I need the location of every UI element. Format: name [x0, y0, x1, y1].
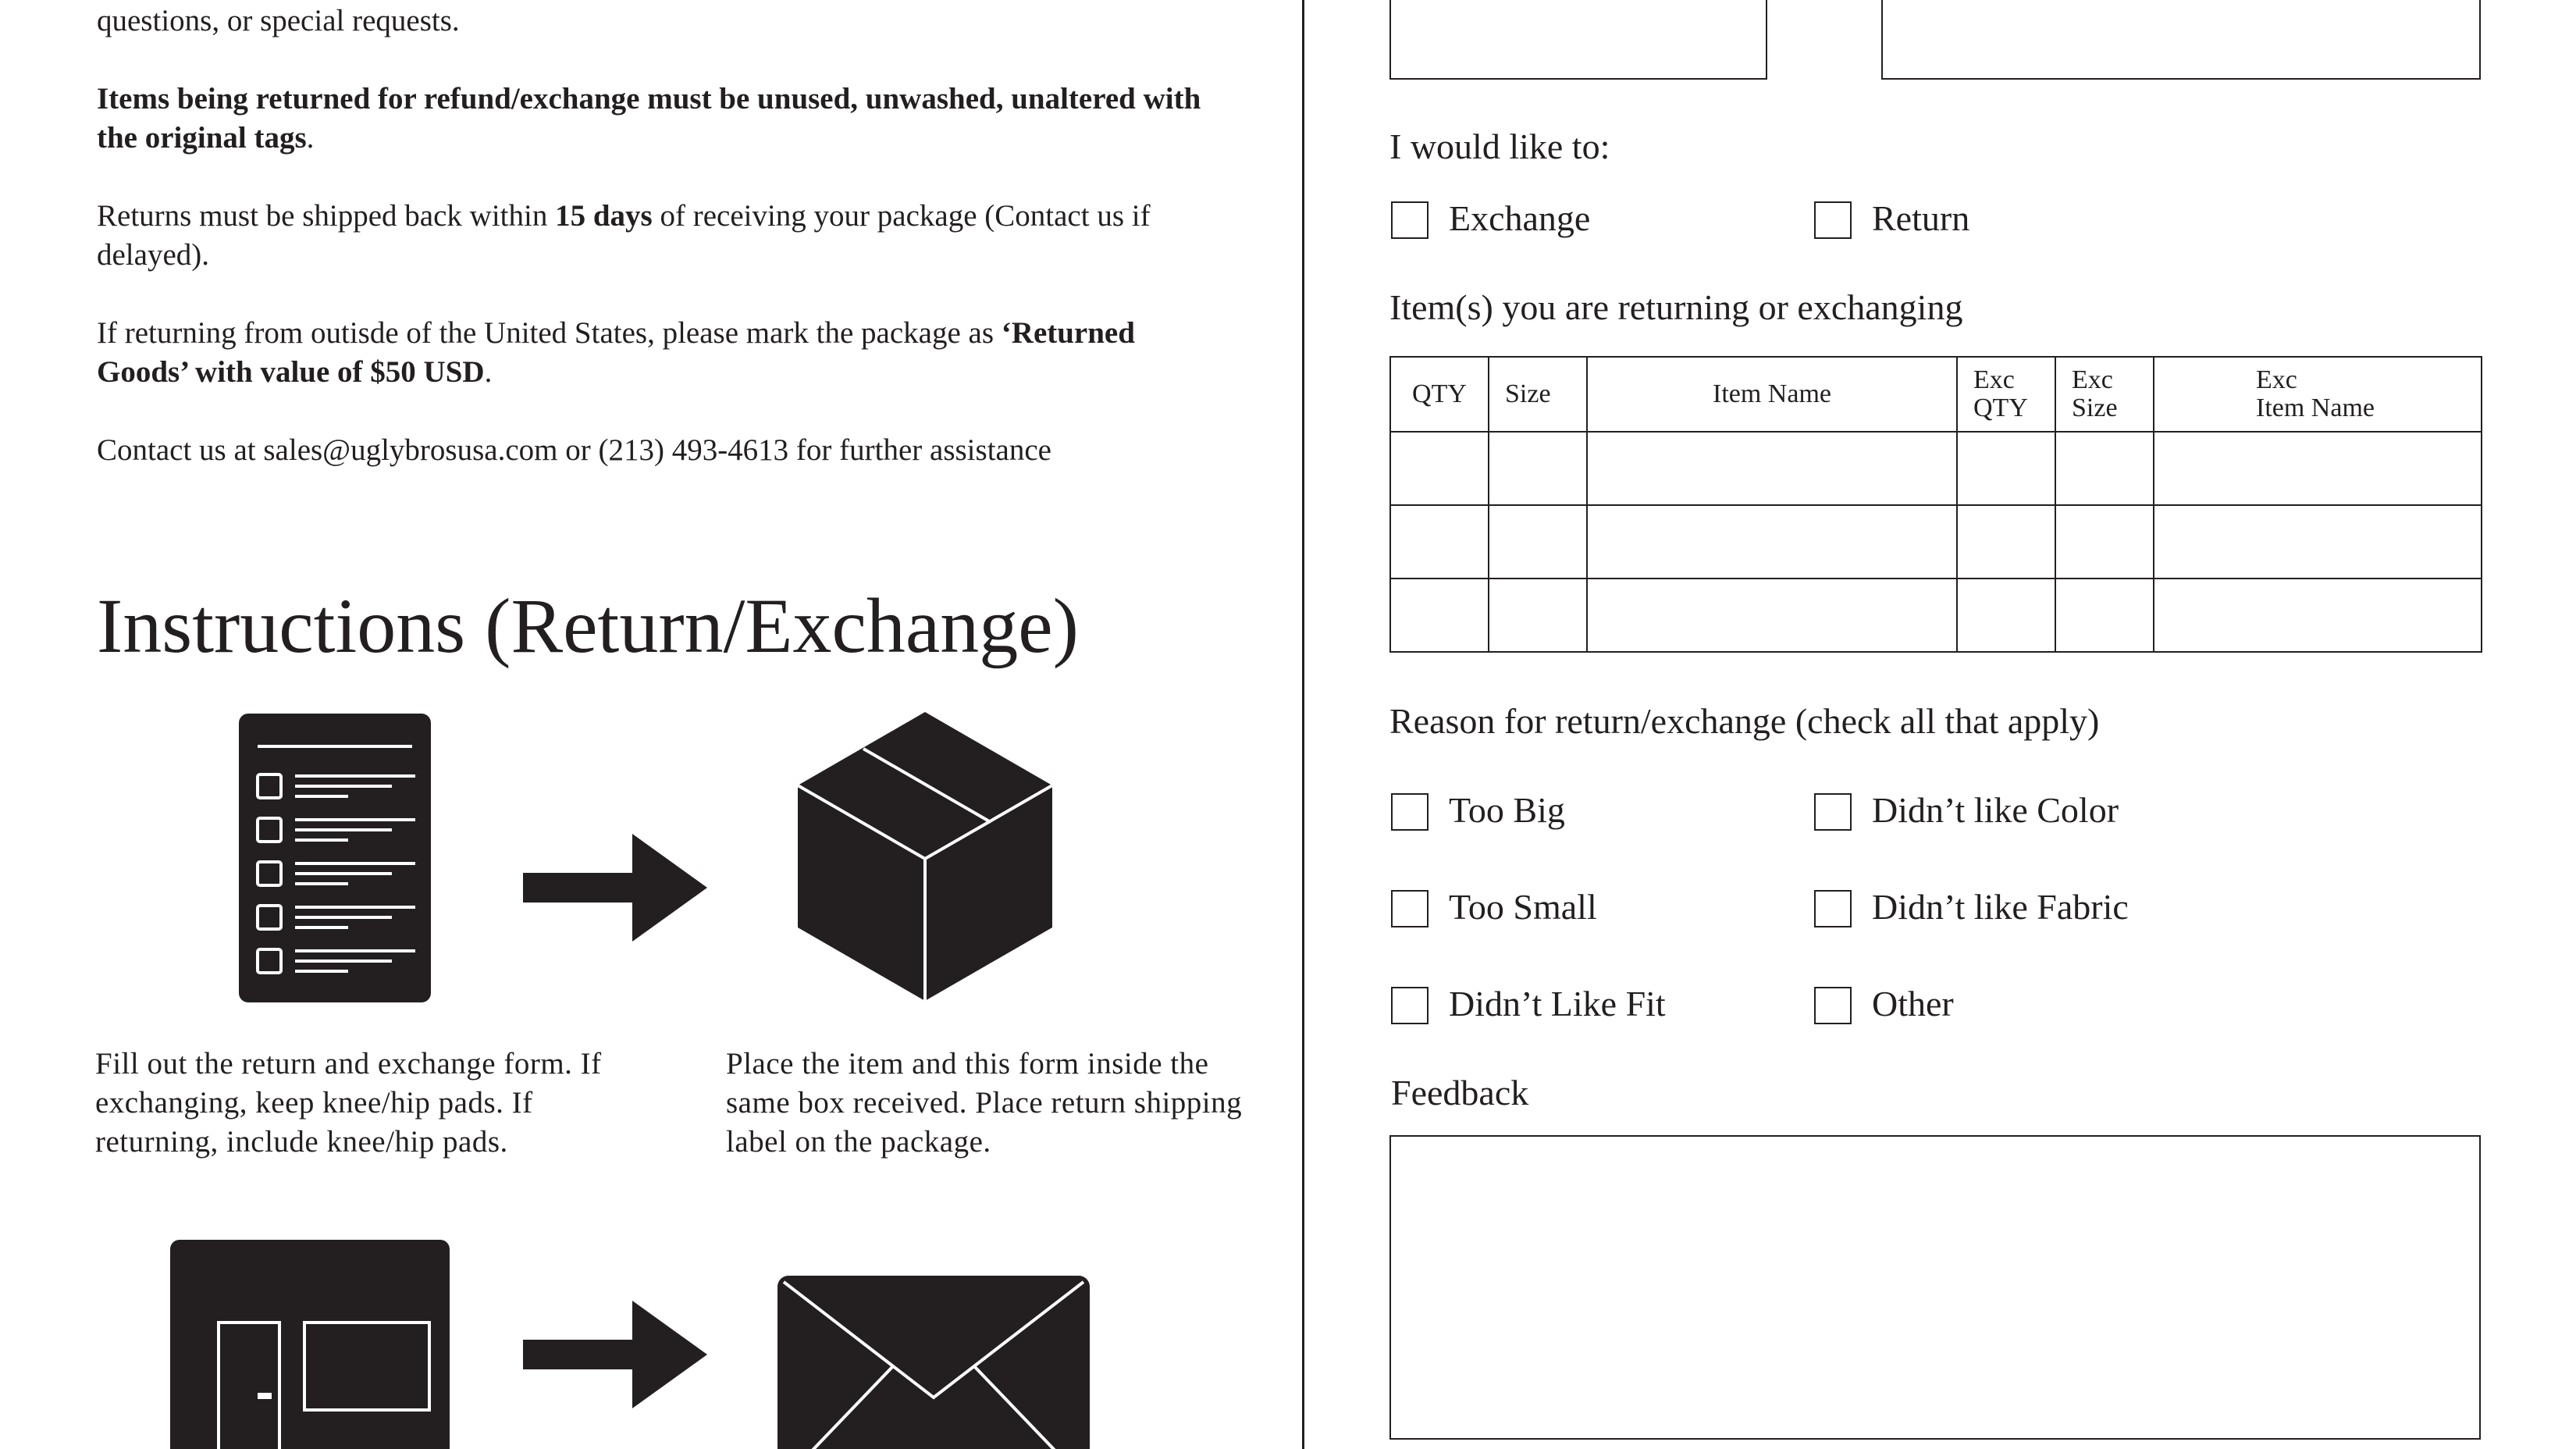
arrow-right-icon [523, 1301, 707, 1408]
cell-exc-qty[interactable] [1957, 505, 2055, 579]
form-field-box-1[interactable] [1389, 0, 1767, 80]
other-label: Other [1872, 984, 1954, 1024]
other-checkbox[interactable] [1814, 987, 1852, 1024]
instructions-title: Instructions (Return/Exchange) [97, 582, 1079, 669]
cell-exc-item-name[interactable] [2154, 432, 2482, 505]
cell-exc-size[interactable] [2055, 432, 2154, 505]
didnt-like-fabric-label: Didn’t like Fabric [1872, 887, 2129, 927]
checklist-form-icon [239, 714, 431, 1002]
too-big-label: Too Big [1449, 790, 1565, 830]
cell-qty[interactable] [1390, 579, 1489, 652]
didnt-like-fabric-checkbox[interactable] [1814, 890, 1852, 927]
table-row [1390, 505, 2482, 579]
cell-exc-qty[interactable] [1957, 432, 2055, 505]
table-row [1390, 432, 2482, 505]
reason-label: Reason for return/exchange (check all that apply) [1389, 701, 2100, 741]
header-exc-size: Exc Size [2055, 357, 2154, 432]
cell-item-name[interactable] [1587, 505, 1957, 579]
cell-exc-size[interactable] [2055, 505, 2154, 579]
cell-exc-item-name[interactable] [2154, 505, 2482, 579]
return-label: Return [1872, 198, 1970, 238]
cell-qty[interactable] [1390, 505, 1489, 579]
policy-text-contact: Contact us at sales@uglybrosusa.com or (213) 493-4613 for further assistance [97, 433, 1051, 467]
too-small-checkbox[interactable] [1391, 890, 1429, 927]
policy-text-deadline: Returns must be shipped back within 15 days of receiving your package (Contact us if delayed). [97, 199, 1151, 272]
cell-qty[interactable] [1390, 432, 1489, 505]
header-qty: QTY [1390, 357, 1489, 432]
policy-text-intro-tail: questions, or special requests. [97, 4, 460, 37]
would-like-label: I would like to: [1389, 126, 1610, 166]
cell-size[interactable] [1489, 505, 1587, 579]
header-exc-item-name: Exc Item Name [2154, 357, 2482, 432]
table-row [1390, 579, 2482, 652]
didnt-like-fit-label: Didn’t Like Fit [1449, 984, 1666, 1024]
column-divider [1302, 0, 1304, 1449]
exchange-label: Exchange [1449, 198, 1591, 238]
policy-text-condition: Items being returned for refund/exchange must be unused, unwashed, unaltered with the original tags. [97, 82, 1201, 155]
items-table-header [1390, 357, 2482, 432]
arrow-right-icon [523, 834, 707, 942]
cell-item-name[interactable] [1587, 432, 1957, 505]
too-small-label: Too Small [1449, 887, 1597, 927]
step2-caption: Place the item and this form inside the same box received. Place return shipping label on the package. [726, 1047, 1243, 1159]
feedback-textarea[interactable] [1389, 1135, 2481, 1440]
didnt-like-color-label: Didn’t like Color [1872, 790, 2119, 830]
step1-caption: Fill out the return and exchange form. If exchanging, keep knee/hip pads. If returning, include knee/hip pads. [95, 1047, 602, 1159]
cell-exc-item-name[interactable] [2154, 579, 2482, 652]
cell-exc-qty[interactable] [1957, 579, 2055, 652]
return-checkbox[interactable] [1814, 201, 1852, 239]
items-table [1389, 356, 2482, 653]
box-icon [798, 712, 1052, 1001]
cell-item-name[interactable] [1587, 579, 1957, 652]
cell-size[interactable] [1489, 432, 1587, 505]
policy-text-international: If returning from outisde of the United States, please mark the package as ‘Returned Goods’ with value of $50 USD. [97, 316, 1135, 389]
header-item-name: Item Name [1587, 357, 1957, 432]
too-big-checkbox[interactable] [1391, 793, 1429, 831]
items-label: Item(s) you are returning or exchanging [1389, 287, 1963, 327]
header-exc-qty: Exc QTY [1957, 357, 2055, 432]
envelope-icon [777, 1276, 1090, 1449]
cell-size[interactable] [1489, 579, 1587, 652]
feedback-label: Feedback [1391, 1073, 1529, 1113]
header-size: Size [1489, 357, 1587, 432]
form-field-box-2[interactable] [1881, 0, 2481, 80]
storefront-icon [170, 1240, 450, 1449]
exchange-checkbox[interactable] [1391, 201, 1429, 239]
didnt-like-color-checkbox[interactable] [1814, 793, 1852, 831]
cell-exc-size[interactable] [2055, 579, 2154, 652]
didnt-like-fit-checkbox[interactable] [1391, 987, 1429, 1024]
